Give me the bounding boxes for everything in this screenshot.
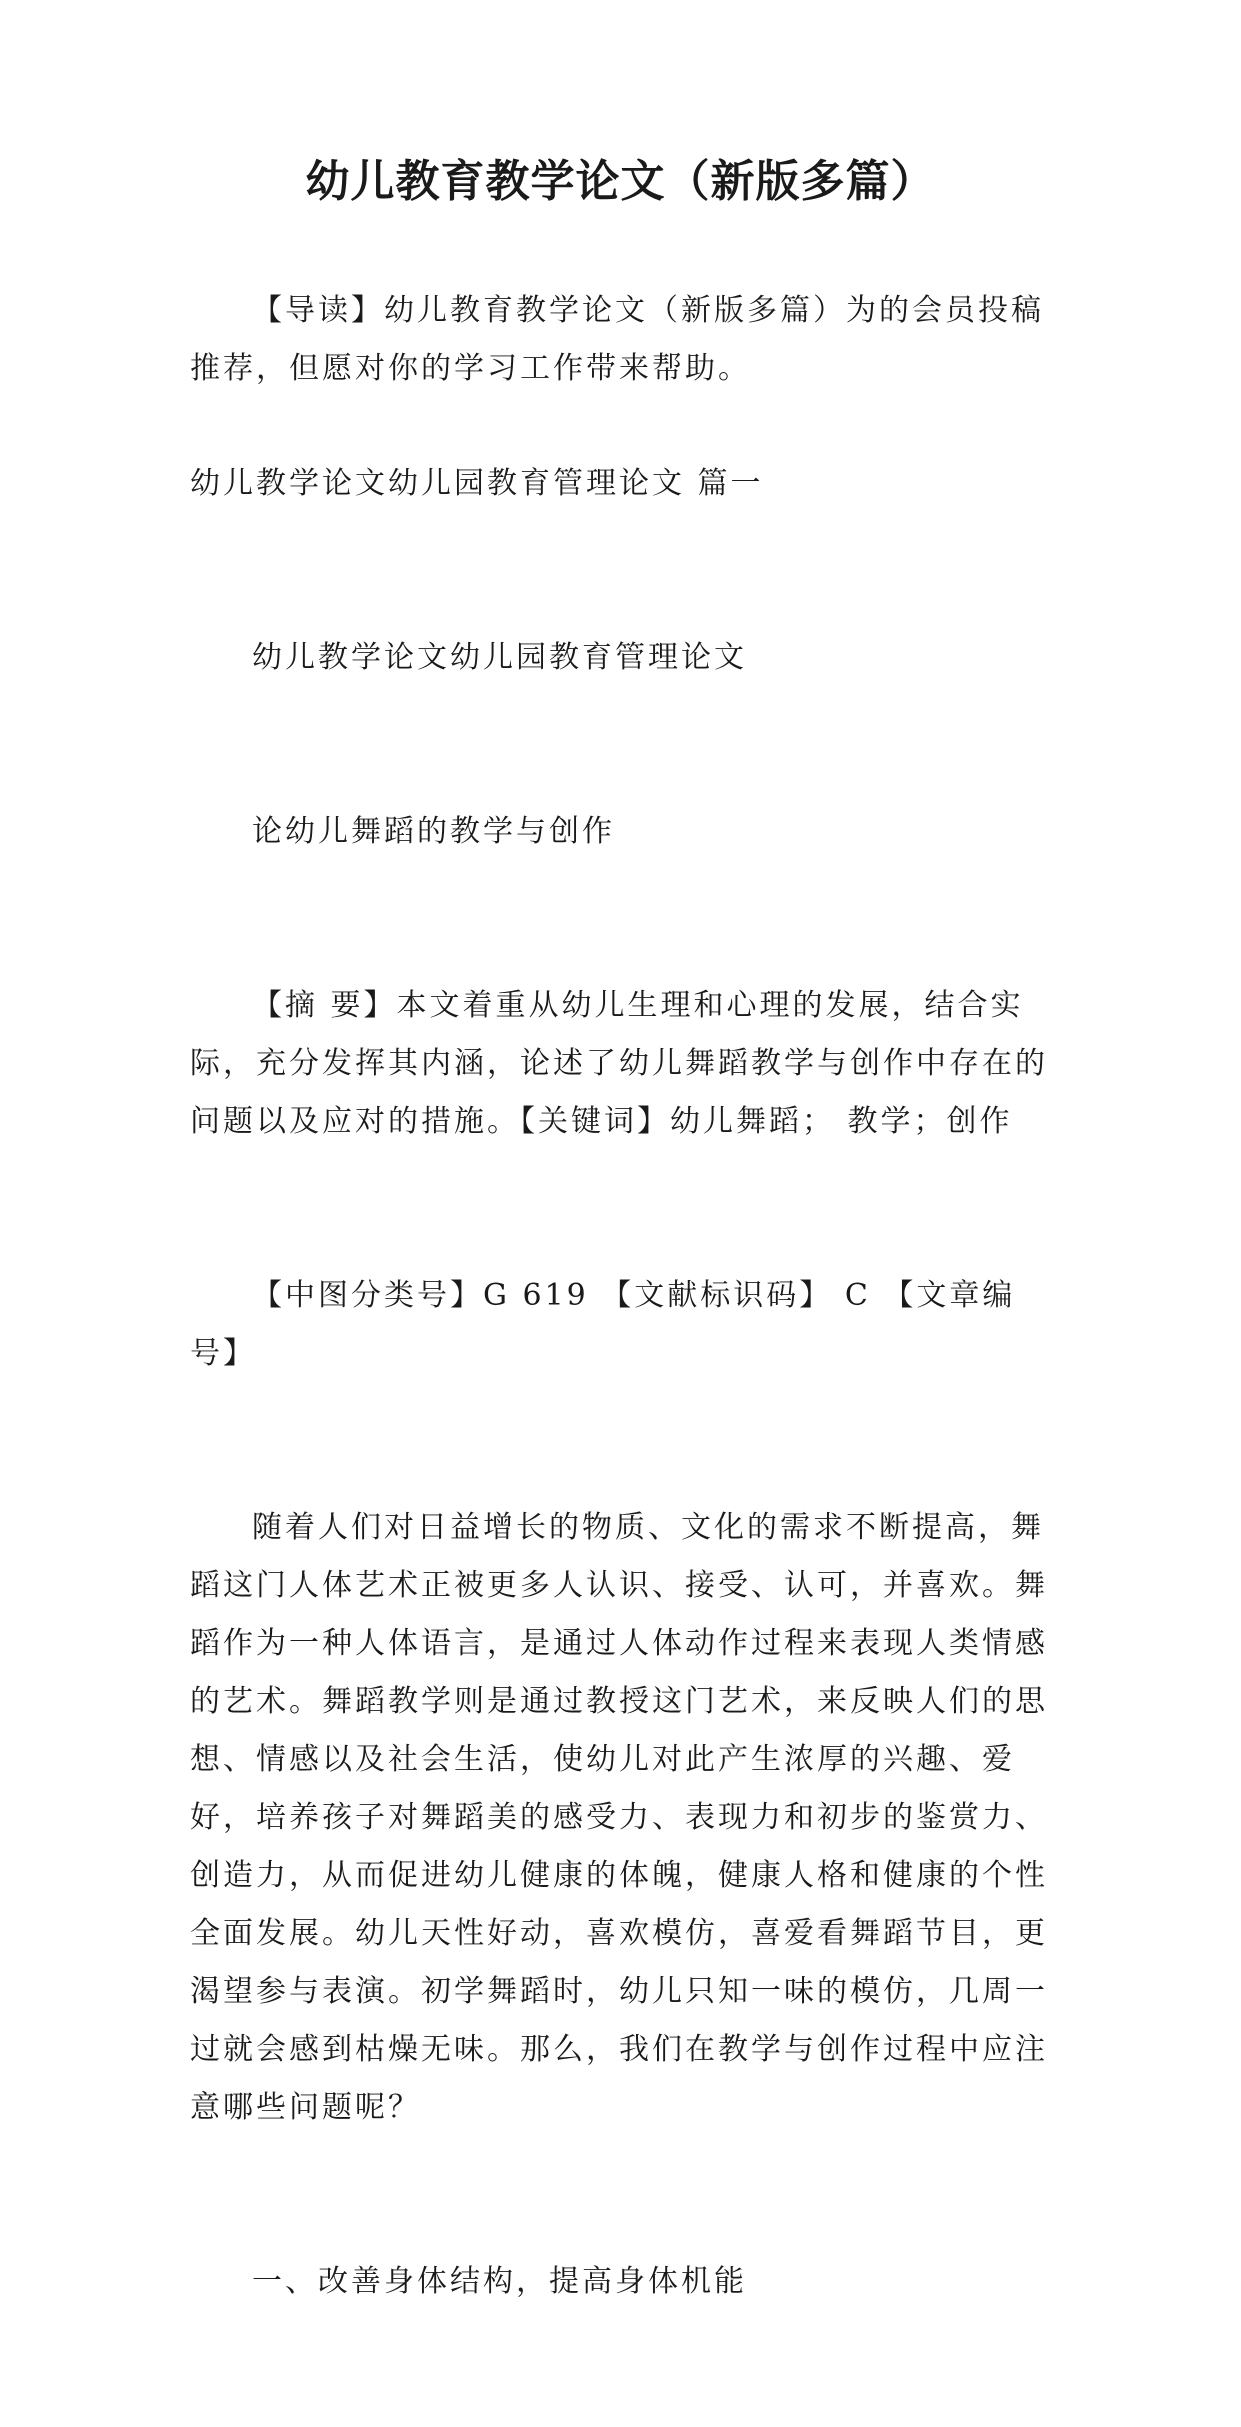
- intro-paragraph: 【导读】幼儿教育教学论文（新版多篇）为的会员投稿推荐，但愿对你的学习工作带来帮助。: [190, 293, 1044, 386]
- body-paragraph: 随着人们对日益增长的物质、文化的需求不断提高，舞蹈这门人体艺术正被更多人认识、接受、认可，并喜欢。舞蹈作为一种人体语言，是通过人体动作过程来表现人类情感的艺术。舞蹈教学则是通过教授这门艺术，来反映人们的思想、情感以及社会生活，使幼儿对此产生浓厚的兴趣、爱好，培养孩子对舞蹈美的感受力、表现力和初步的鉴赏力、创造力，从而促进幼儿健康的体魄，健康人格和健康的个性全面发展。幼儿天性好动，喜欢模仿，喜爱看舞蹈节目，更渴望参与表演。初学舞蹈时，幼儿只知一味的模仿，几周一过就会感到枯燥无味。那么，我们在教学与创作过程中应注意哪些问题呢？: [190, 1510, 1048, 2125]
- abstract-paragraph: 【摘 要】本文着重从幼儿生理和心理的发展，结合实际，充分发挥其内涵，论述了幼儿舞蹈教学与创作中存在的问题以及应对的措施。【关键词】幼儿舞蹈； 教学；创作: [190, 988, 1048, 1139]
- section-heading: 幼儿教学论文幼儿园教育管理论文 篇一: [190, 466, 764, 501]
- article-subtitle: 幼儿教学论文幼儿园教育管理论文: [252, 640, 747, 675]
- article-body: [190, 513, 1050, 2427]
- classification-line: 【中图分类号】G 619 【文献标识码】 C 【文章编号】: [190, 1278, 1016, 1371]
- article-topic: 论幼儿舞蹈的教学与创作: [252, 814, 615, 849]
- document-title: 幼儿教育教学论文（新版多篇）: [305, 156, 936, 207]
- section-one-heading: 一、改善身体结构，提高身体机能: [252, 2264, 747, 2299]
